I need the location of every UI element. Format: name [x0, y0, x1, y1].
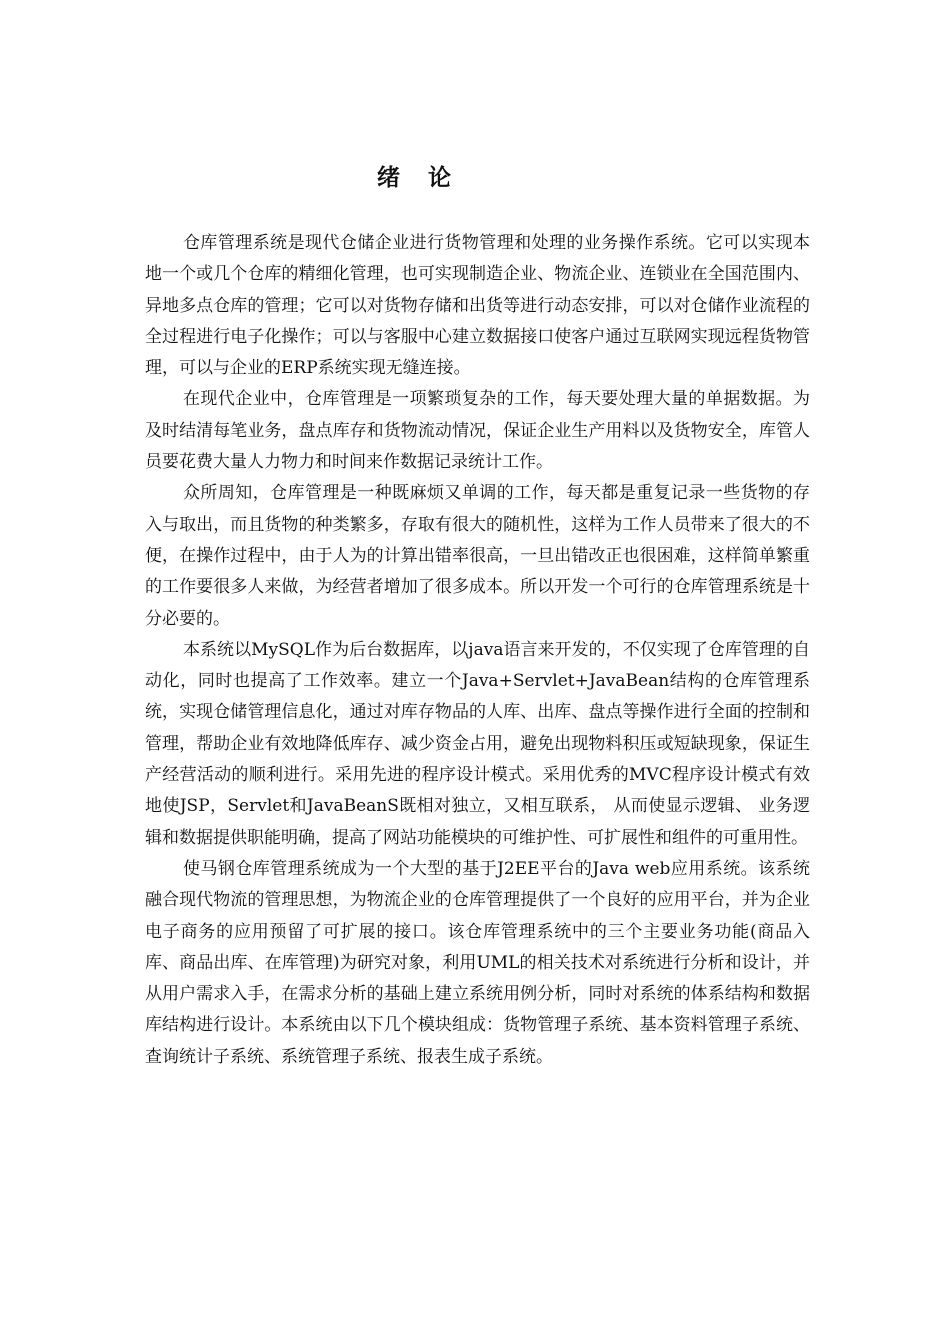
paragraph-2: 在现代企业中，仓库管理是一项繁琐复杂的工作，每天要处理大量的单据数据。为及时结清每笔业务，盘点库存和货物流动情况，保证企业生产用料以及货物安全，库管人员要花费大量人力物力和时间来作数据记录统计工作。	[145, 389, 810, 473]
page-title: 绪 论	[376, 165, 461, 191]
paragraph-4: 本系统以MySQL作为后台数据库，以java语言来开发的，不仅实现了仓库管理的自动化，同时也提高了工作效率。建立一个Java+Servlet+JavaBean结构的仓库管理系统，实现仓储管理信息化，通过对库存物品的人库、出库、盘点等操作进行全面的控制和管理，帮助企业有效地降低库存、减少资金占用，避免出现物料积压或短缺现象，保证生产经营活动的顺利进行。采用先进的程序设计模式。采用优秀的MVC程序设计模式有效地使JSP，Servlet和JavaBeanS既相对独立，又相互联系， 从而使显示逻辑、 业务逻辑和数据提供职能明确，提高了网站功能模块的可维护性、可扩展性和组件的可重用性。	[145, 639, 810, 848]
paragraph-5: 使马钢仓库管理系统成为一个大型的基于J2EE平台的Java web应用系统。该系统融合现代物流的管理思想，为物流企业的仓库管理提供了一个良好的应用平台，并为企业电子商务的应用预留了可扩展的接口。该仓库管理系统中的三个主要业务功能(商品入库、商品出库、在库管理)为研究对象，利用UML的相关技术对系统进行分析和设计，并从用户需求入手，在需求分析的基础上建立系统用例分析，同时对系统的体系结构和数据库结构进行设计。本系统由以下几个模块组成：货物管理子系统、基本资料管理子系统、查询统计子系统、系统管理子系统、报表生成子系统。	[145, 858, 810, 1067]
paragraph-1: 仓库管理系统是现代仓储企业进行货物管理和处理的业务操作系统。它可以实现本地一个或几个仓库的精细化管理，也可实现制造企业、物流企业、连锁业在全国范围内、异地多点仓库的管理；它可以对货物存储和出货等进行动态安排，可以对仓储作业流程的全过程进行电子化操作；可以与客服中心建立数据接口使客户通过互联网实现远程货物管理，可以与企业的ERP系统实现无缝连接。	[145, 233, 810, 379]
paragraph-3: 众所周知，仓库管理是一种既麻烦又单调的工作，每天都是重复记录一些货物的存入与取出，而且货物的种类繁多，存取有很大的随机性，这样为工作人员带来了很大的不便，在操作过程中，由于人为的计算出错率很高，一旦出错改正也很困难，这样简单繁重的工作要很多人来做，为经营者增加了很多成本。所以开发一个可行的仓库管理系统是十分必要的。	[145, 483, 810, 629]
document-body	[145, 228, 810, 1073]
